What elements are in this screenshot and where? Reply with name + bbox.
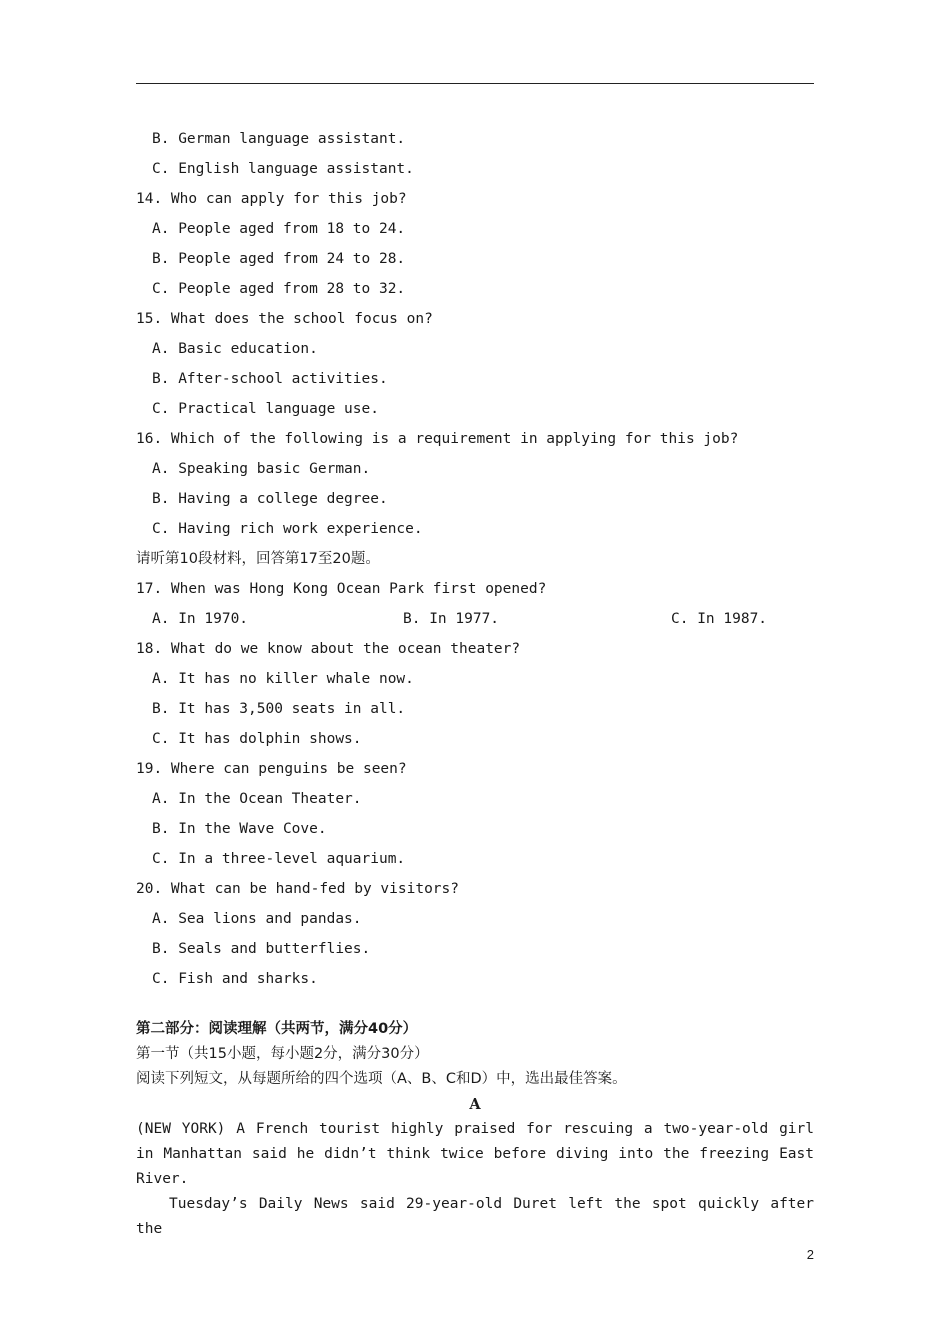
q17-options-row [136, 604, 814, 634]
q16-option-a: A. Speaking basic German. [152, 461, 371, 477]
q15-option-b: B. After-school activities. [152, 371, 388, 387]
passage-label: A [469, 1096, 481, 1113]
passage-paragraph-2: Tuesday’s Daily News said 29-year-old Duret left the spot quickly after the [136, 1196, 814, 1237]
q18-option-c: C. It has dolphin shows. [152, 731, 362, 747]
q17-option-c: C. In 1987. [671, 611, 768, 627]
q14-option-b: B. People aged from 24 to 28. [152, 251, 406, 267]
q15-option-c: C. Practical language use. [152, 401, 379, 417]
q16-option-b: B. Having a college degree. [152, 491, 388, 507]
listening-instruction: 请听第10段材料，回答第17至20题。 [136, 551, 380, 567]
q14-option-a: A. People aged from 18 to 24. [152, 221, 406, 237]
q15-stem: 15. What does the school focus on? [136, 311, 433, 327]
q15-option-a: A. Basic education. [152, 341, 318, 357]
q20-option-a: A. Sea lions and pandas. [152, 911, 362, 927]
part2-title: 第二部分：阅读理解（共两节，满分40分） [136, 1021, 418, 1037]
q13-option-c: C. English language assistant. [152, 161, 414, 177]
q19-stem: 19. Where can penguins be seen? [136, 761, 407, 777]
q17-option-b: B. In 1977. [403, 611, 500, 627]
header-rule [136, 83, 814, 84]
q18-option-a: A. It has no killer whale now. [152, 671, 414, 687]
q19-option-c: C. In a three-level aquarium. [152, 851, 406, 867]
q17-option-a: A. In 1970. [152, 611, 249, 627]
q16-option-c: C. Having rich work experience. [152, 521, 423, 537]
q18-stem: 18. What do we know about the ocean theater? [136, 641, 521, 657]
q19-option-b: B. In the Wave Cove. [152, 821, 327, 837]
reading-instruction: 阅读下列短文，从每题所给的四个选项（A、B、C和D）中，选出最佳答案。 [136, 1071, 627, 1087]
q19-option-a: A. In the Ocean Theater. [152, 791, 362, 807]
q18-option-b: B. It has 3,500 seats in all. [152, 701, 406, 717]
section1-title: 第一节（共15小题，每小题2分，满分30分） [136, 1046, 429, 1062]
q16-stem: 16. Which of the following is a requirement in applying for this job? [136, 431, 739, 447]
q20-option-c: C. Fish and sharks. [152, 971, 318, 987]
q14-stem: 14. Who can apply for this job? [136, 191, 407, 207]
q17-stem: 17. When was Hong Kong Ocean Park first opened? [136, 581, 547, 597]
page-content [136, 124, 814, 1242]
q20-stem: 20. What can be hand-fed by visitors? [136, 881, 460, 897]
passage-paragraph-1: (NEW YORK) A French tourist highly praised for rescuing a two-year-old girl in Manhattan said he didn’t think twice before diving into the freezing East River. [136, 1121, 814, 1187]
page-number: 2 [806, 1247, 814, 1262]
q20-option-b: B. Seals and butterflies. [152, 941, 371, 957]
q13-option-b: B. German language assistant. [152, 131, 406, 147]
q14-option-c: C. People aged from 28 to 32. [152, 281, 406, 297]
